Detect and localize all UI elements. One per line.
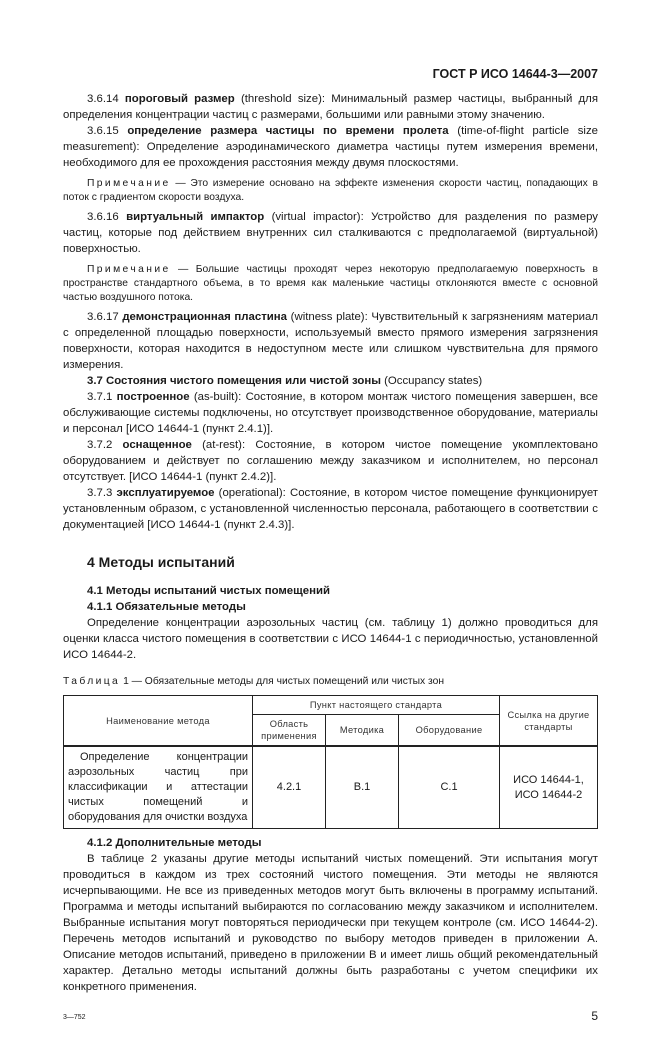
clause-3-6-17: 3.6.17 демонстрационная пластина (witness plate): Чувствительный к загрязнениям материал с определенной площадью поверхности, используемый вместо прямого измерения загрязнения поверхности, которая находится в недоступном месте или слишком чувствительна для прямого измерения. (63, 311, 598, 371)
clause-3-7-1: 3.7.1 построенное (as-built): Состояние, в котором монтаж чистого помещения завершен, все обслуживающие системы подключены, но отсутствует производственное оборудование, материалы и персонал [ИСО 14644-1 (пункт 2.4.1)]. (63, 391, 598, 435)
table-1 (63, 695, 598, 829)
cell-refs: ИСО 14644-1, ИСО 14644-2 (500, 746, 598, 829)
header-name: Наименование метода (64, 696, 253, 747)
header-scope: Область применения (253, 715, 326, 747)
note-1: Примечание — Это измерение основано на эффекте изменения скорости частиц, попадающих в поток с градиентом скорости воздуха. (63, 178, 598, 203)
section-3-7: 3.7 Состояния чистого помещения или чистой зоны (Occupancy states) (87, 375, 483, 387)
cell-method: В.1 (326, 746, 399, 829)
clause-3-7-2: 3.7.2 оснащенное (at-rest): Состояние, в котором чистое помещение укомплектовано оборудованием и действует по соглашению между заказчиком и исполнителем, но персонал отсутствует. [ИСО 14644-1 (пункт 2.4.2)]. (63, 439, 598, 483)
clause-3-6-15: 3.6.15 определение размера частицы по времени пролета (time-of-flight particle size measurement): Определение аэродинамического диаметра частицы путем измерения времени, необходимого для ее прохождения расстояния между двумя плоскостями. (63, 125, 598, 169)
clause-3-7-3: 3.7.3 эксплуатируемое (operational): Состояние, в котором чистое помещение функционирует установленным образом, с установленной численностью персонала, работающего в соответствии с документацией [ИСО 14644-1 (пункт 2.4.3)]. (63, 487, 599, 531)
section-4-1-1-text: Определение концентрации аэрозольных частиц (см. таблицу 1) должно проводиться для оценки класса чистого помещения в соответствии с ИСО 14644-1 с периодичностью, установленной ИСО 14644-2. (63, 617, 598, 661)
table-caption: Таблица 1 — Обязательные методы для чистых помещений или чистых зон (63, 676, 445, 687)
section-4-1-title: 4.1 Методы испытаний чистых помещений (87, 585, 330, 597)
document-id: ГОСТ Р ИСО 14644-3—2007 (432, 67, 598, 81)
section-4-1-2-title: 4.1.2 Дополнительные методы (87, 837, 262, 849)
page-footer (63, 1009, 598, 1023)
page-body (63, 91, 598, 995)
page-number: 5 (591, 1009, 598, 1023)
header-group: Пункт настоящего стандарта (253, 696, 500, 715)
table-row (64, 746, 598, 829)
note-2: Примечание — Большие частицы проходят через некоторую предполагаемую поверхность в пространстве стандартного объема, в то время как маленькие частицы отклоняются вместе с основной частью воздушного потока. (63, 264, 598, 303)
header-method: Методика (326, 715, 399, 747)
header-refs: Ссылка на другие стандарты (500, 696, 598, 747)
cell-name: Определение концентрации аэрозольных частиц при классификации и аттестации чистых помещений и оборудования для очистки воздуха (64, 746, 253, 829)
print-code: 3—752 (63, 1014, 86, 1021)
clause-3-6-14: 3.6.14 пороговый размер (threshold size): Минимальный размер частицы, выбранный для определения концентрации частиц с размерами, большими или равными этому значению. (63, 93, 598, 121)
clause-3-6-16: 3.6.16 виртуальный импактор (virtual impactor): Устройство для разделения по размеру частиц, которые под действием внутренних сил сталкиваются с предполагаемой (виртуальной) поверхностью. (63, 211, 598, 255)
section-4-1-2-text: В таблице 2 указаны другие методы испытаний чистых помещений. Эти испытания могут проводиться в каждом из трех состояний чистого помещения. Эти методы не являются исчерпывающими. Не все из приведенных методов могут быть включены в программу испытаний. Программа и методы испытаний выбираются по согласованию между заказчиком и исполнителем. Выбранные испытания могут повторяться периодически при текущем контроле (см. ИСО 14644-2). Перечень методов испытаний и руководство по выбору методов приведен в приложении А. Описание методов испытаний, приведено в приложении В и имеет лишь общий рекомендательный характер. Детально методы испытаний должны быть разработаны с учетом специфики их конкретного применения. (63, 853, 598, 993)
section-4-1-1-title: 4.1.1 Обязательные методы (87, 601, 246, 613)
cell-equipment: С.1 (399, 746, 500, 829)
cell-scope: 4.2.1 (253, 746, 326, 829)
header-equipment: Оборудование (399, 715, 500, 747)
section-4-title: 4 Методы испытаний (87, 554, 235, 570)
